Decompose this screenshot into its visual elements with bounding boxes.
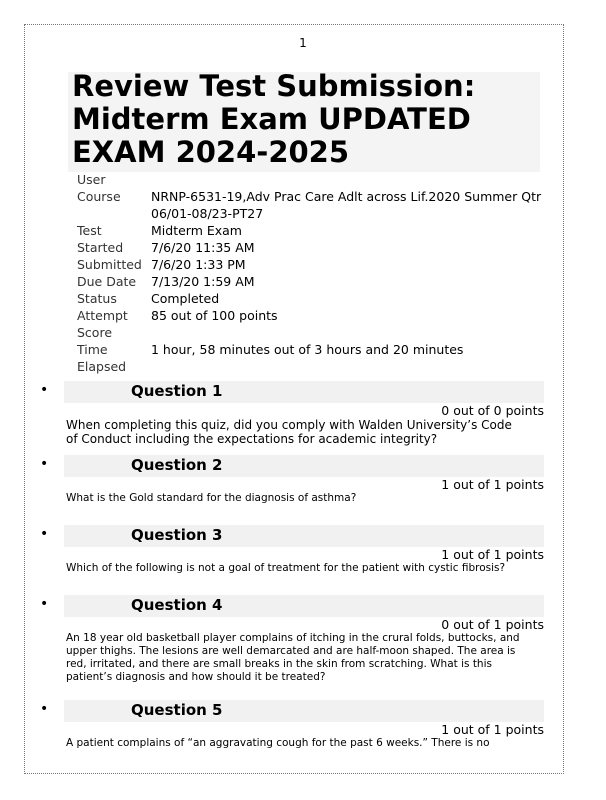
meta-label: Time Elapsed [77, 342, 127, 374]
meta-row-test [77, 222, 547, 239]
meta-label: Course [77, 189, 121, 204]
question-text: A patient complains of “an aggravating cough for the past 6 weeks.” There is no [66, 737, 490, 749]
bullet: • [40, 596, 49, 612]
bullet: • [40, 701, 49, 717]
meta-row-attempt-score [77, 307, 547, 341]
meta-value: 7/6/20 1:33 PM [151, 257, 246, 272]
submission-details [77, 171, 547, 375]
meta-value: Midterm Exam [151, 223, 242, 238]
question-text: Which of the following is not a goal of treatment for the patient with cystic fibrosis? [66, 562, 506, 574]
question-title: Question 5 [131, 701, 223, 719]
meta-row-status [77, 290, 547, 307]
question-2 [40, 455, 544, 505]
question-title: Question 3 [131, 526, 223, 544]
meta-row-user [77, 171, 547, 188]
question-3 [40, 525, 544, 575]
question-header [64, 595, 544, 617]
question-header [64, 525, 544, 547]
meta-value: 7/6/20 11:35 AM [151, 240, 255, 255]
bullet: • [40, 526, 49, 542]
question-points: 0 out of 0 points [441, 403, 544, 418]
question-title: Question 2 [131, 456, 223, 474]
question-title: Question 4 [131, 596, 223, 614]
meta-value: Completed [151, 291, 220, 306]
meta-row-due-date [77, 273, 547, 290]
meta-label: Started [77, 240, 124, 255]
question-points: 1 out of 1 points [441, 547, 544, 562]
meta-value: 7/13/20 1:59 AM [151, 274, 255, 289]
question-text: When completing this quiz, did you comply with Walden University’s Code of Conduct including the expectations for academic integrity? [66, 418, 512, 446]
question-points: 1 out of 1 points [441, 477, 544, 492]
question-text: What is the Gold standard for the diagnosis of asthma? [66, 492, 357, 504]
question-1 [40, 381, 544, 446]
page-number: 1 [299, 36, 307, 50]
question-header [64, 381, 544, 403]
meta-row-time-elapsed [77, 341, 547, 375]
meta-label: Due Date [77, 274, 137, 289]
question-title: Question 1 [131, 382, 223, 400]
meta-value: 1 hour, 58 minutes out of 3 hours and 20 minutes [151, 342, 464, 357]
question-points: 0 out of 1 points [441, 617, 544, 632]
meta-label: Test [77, 223, 102, 238]
meta-row-submitted [77, 256, 547, 273]
bullet: • [40, 456, 49, 472]
meta-value [151, 171, 547, 188]
meta-label: Submitted [77, 257, 142, 272]
meta-row-started [77, 239, 547, 256]
meta-value: 85 out of 100 points [151, 308, 278, 323]
question-5 [40, 700, 544, 750]
page-title: Review Test Submission: Midterm Exam UPDATED EXAM 2024-2025 [72, 69, 476, 169]
question-header [64, 455, 544, 477]
question-4 [40, 595, 544, 684]
meta-value: NRNP-6531-19,Adv Prac Care Adlt across Lif.2020 Summer Qtr 06/01-08/23-PT27 [151, 189, 542, 221]
question-points: 1 out of 1 points [441, 722, 544, 737]
meta-label: Status [77, 291, 117, 306]
question-header [64, 700, 544, 722]
question-text: An 18 year old basketball player complains of itching in the crural folds, buttocks, and upper thighs. The lesions are well demarcated and are half-moon shaped. The area is red, irritated, and there are small breaks in the skin from scratching. What is this patient’s diagnosis and how should it be treated? [66, 632, 520, 683]
meta-label: Attempt Score [77, 308, 128, 340]
meta-row-course [77, 188, 547, 222]
bullet: • [40, 382, 49, 398]
meta-label: User [77, 172, 106, 187]
